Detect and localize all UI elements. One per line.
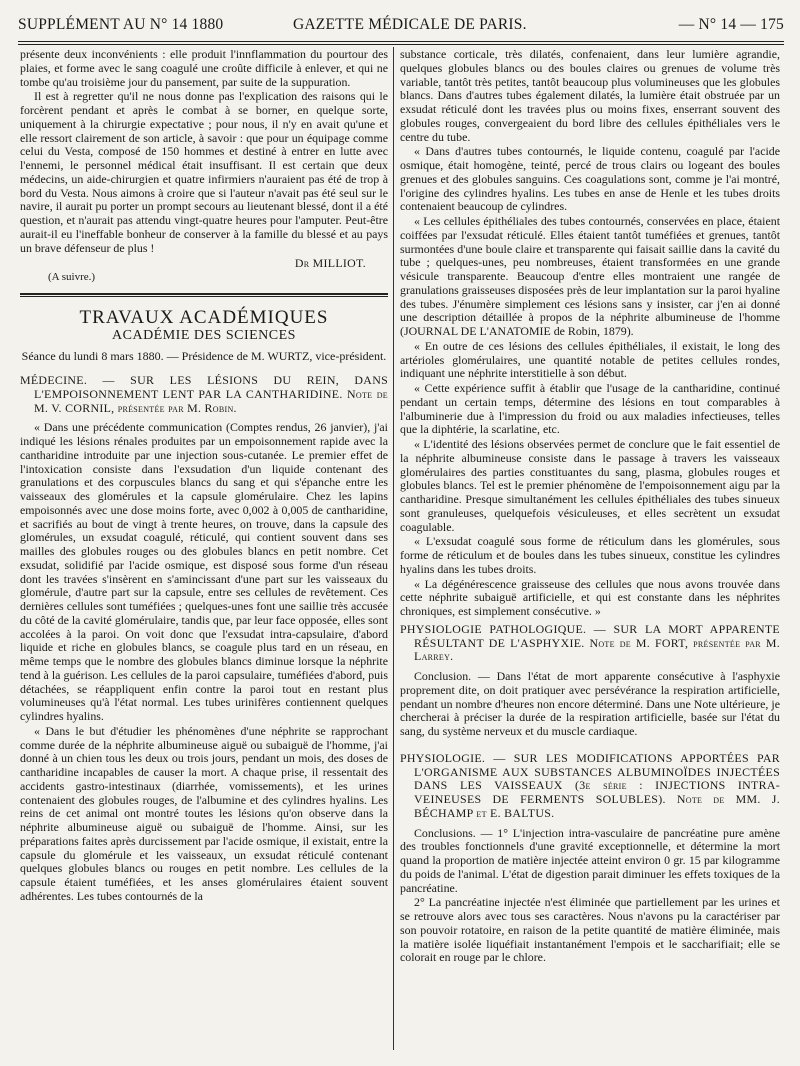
session-line: Séance du lundi 8 mars 1880. — Présidence de M. WURTZ, vice-président.: [21, 349, 387, 364]
section-title: TRAVAUX ACADÉMIQUES: [79, 306, 329, 328]
paragraph: Conclusion. — Dans l'état de mort apparente consécutive à l'asphyxie proprement dite, on doit pratiquer avec persévérance la respiration artificielle, pendant un nombre d'heures non encore déterminé. Dans une Note ultérieure, je chercherai à préciser la durée de la respiration artificielle, basée sur l'état du sang, du système nerveux et du muscle cardiaque.: [400, 669, 780, 738]
header-journal-title: GAZETTE MÉDICALE DE PARIS.: [293, 16, 527, 33]
paragraph: 2° La pancréatine injectée n'est éliminée que partiellement par les urines et se retrouve alors avec tous ses caractères. Nous n'avons pu la caractériser par son pouvoir rotatoire, en raison de la petite quantité de matière éliminée, mais la matière isolée liquéfiait instantanément l'empois et le saccharifiait; elle se colorait en rouge par le chlore.: [400, 895, 780, 965]
to-follow-note: (A suivre.): [48, 271, 96, 283]
article-rubric: MÉDECINE. — SUR LES LÉSIONS DU REIN, DANS L'EMPOISONNEMENT LENT PAR LA CANTHARIDINE. Note de M. V. CORNIL, présentée par M. Robin.: [20, 373, 388, 415]
column-divider: [393, 47, 394, 1050]
paragraph: présente deux inconvénients : elle produit l'innflammation du pourtour des plaies, et forme avec le sang coagulé une croûte difficile à enlever, et qui ne tombe qu'au troisième jour du pansement, par suite de la suppuration.: [20, 48, 388, 89]
header-page-number: — N° 14 — 175: [678, 16, 784, 33]
page-header: [18, 16, 784, 36]
right-column: [400, 48, 780, 1050]
paragraph: « Dans une précédente communication (Comptes rendus, 26 janvier), j'ai indiqué les lésions rénales produites par un empoisonnement rapide avec la cantharidine introduite par une injection sous-cutanée. Le premier effet de l'intoxication consiste dans l'exsudation d'un liquide contenant des granulations et des corpuscules blancs du sang et qui s'épanche entre les vaisseaux des glomérules et la capsule glomérulaire. Chez les lapins empoisonnés avec une dose moins forte, avec 0,002 à 0,005 de cantharidine, et sacrifiés au bout de vingt à trente heures, on trouve, dans la capsule des glomérules, un exsudat coagulé, réticulé, qui contient souvent dans ses mailles des globules rouges ou des globules blancs en petit nombre. Cet exsudat, solidifié par l'acide osmique, est disposé sous forme d'un réseau dont les travées s'insèrent en s'amincissant d'une part sur les vaisseaux du glomérule, d'autre part sur la capsule, entre ses cellules de revêtement. Ces dernières cellules sont tuméfiées ; quelques-unes font une saillie très accusée du côté de la cavité glomérulaire, tandis que, par leur face opposée, elles sont accolées à la paroi. On voit donc que l'exsudat intra-capsulaire, d'abord liquide et riche en globules blancs, se coagule plus tard en un réseau, en même temps que le nombre des globules blancs diminue lorsque la néphrite tend à la guérison. Les cellules de la paroi capsulaire, tuméfiées d'abord, puis détachées, se réappliquent enfin contre la paroi tout en restant plus volumineuses qu'à l'état normal. Les tubes urinifères contiennent quelques cylindres hyalins.: [20, 420, 388, 723]
article-rubric: PHYSIOLOGIE PATHOLOGIQUE. — SUR LA MORT APPARENTE RÉSULTANT DE L'ASPHYXIE. Note de M. FORT, présentée par M. Larrey.: [400, 621, 780, 664]
paragraph: « Cette expérience suffit à établir que l'usage de la cantharidine, continué pendant un certain temps, détermine des lésions en tout comparables à l'albuminerie due à l'impression du froid ou aux maladies infectieuses, telles que la diphtérie, la scarlatine, etc.: [400, 381, 780, 437]
paragraph: « Dans le but d'étudier les phénomènes d'une néphrite se rapprochant comme durée de la néphrite albumineuse aiguë ou subaiguë de l'homme, j'ai donné à un chien tous les deux ou trois jours, pendant un mois, des doses de cantharidine incapables de causer la mort. A chaque prise, il ressentait des accidents gastro-intestinaux (diarrhée, vomissements), et les urines contenaient des globules rouges, de l'albumine et des cylindres hyalins. Les reins de cet animal ont montré toutes les lésions qu'on observe dans la néphrite albumineuse aiguë ou subaiguë de l'homme. Ainsi, sur les préparations faites après durcissement par l'acide osmique, il existait, entre la capsule du glomérule et les vaisseaux, un exsudat réticulé contenant quelques globules blancs ou rouges en petit nombre. Les cellules de la capsule étaient tuméfiées, et les anses glomérulaires étaient souvent adhérentes. Les tubes contournés de la: [20, 723, 388, 903]
spacer: [400, 740, 780, 748]
section-rule: [20, 293, 388, 295]
paragraph: substance corticale, très dilatés, confenaient, dans leur lumière agrandie, quelques globules blancs ou des boules claires ou grenues de volume très variable, tantôt très petites, tantôt beaucoup plus volumineuses que les globules blancs. Dans d'autres tubes également dilatés, la lumière était obstruée par un exsudat réticulé dont les travées plus ou moins fixes, enserrant souvent des globules rouges, convergeaient du bord libre des cellules épithéliales vers le centre du tube.: [400, 48, 780, 144]
section-subtitle: ACADÉMIE DES SCIENCES: [112, 327, 296, 343]
section-rule-thin: [20, 296, 388, 297]
header-rule-thin: [18, 44, 784, 45]
paragraph: « En outre de ces lésions des cellules épithéliales, il existait, le long des artérioles glomérulaires, une quantité notable de petites cellules rondes, indiquant une néphrite interstitielle à son début.: [400, 338, 780, 381]
paragraph: « La dégénérescence graisseuse des cellules que nous avons trouvée dans cette néphrite subaiguë artificielle, et qui est constante dans les néphrites chroniques, est simplement consécutive. »: [400, 576, 780, 618]
header-supplement: SUPPLÉMENT AU N° 14 1880: [18, 16, 224, 33]
left-column: [20, 48, 388, 1050]
paragraph: « Dans d'autres tubes contournés, le liquide contenu, coagulé par l'acide osmique, était homogène, teinté, percé de trous clairs ou logeant des boules grenues et des globules sanguins. Ces coagulations sont, comme je l'ai montré, l'origine des cylindres hyalins. Les tubes en anse de Henle et les tubes droits contenaient beaucoup de cylindres.: [400, 144, 780, 214]
header-rule: [18, 41, 784, 42]
paragraph: « Les cellules épithéliales des tubes contournés, conservées en place, étaient coiffées par l'exsudat réticulé. Elles étaient tantôt tuméfiées et grenues, tantôt surmontées d'une boule claire et transparente qui faisait saillie dans la cavité du tube ; quelques-unes, peu nombreuses, étaient transformées en une grande vésicule transparente. Beaucoup d'entre elles montraient une rangée de granulations graisseuses disposées près de leur implantation sur la paroi hyaline des tubes. J'énumère simplement ces lésions sans y insister, car j'en ai donné une description détaillée à propos de la néphrite albumineuse de l'homme (JOURNAL DE L'ANATOMIE de Robin, 1879).: [400, 214, 780, 338]
paragraph: Conclusions. — 1° L'injection intra-vasculaire de pancréatine pure amène des troubles fonctionnels d'une gravité exceptionnelle, et détermine la mort quand la proportion de matière injectée atteint environ 0 gr. 15 par kilogramme du poids de l'animal. L'état de digestion parait diminuer les effets toxiques de la pancréatine.: [400, 825, 780, 895]
article-rubric: PHYSIOLOGIE. — SUR LES MODIFICATIONS APPORTÉES PAR L'ORGANISME AUX SUBSTANCES ALBUMINOÏDES INJECTÉES DANS LES VAISSEAUX (3e série : INJECTIONS INTRA-VEINEUSES DE FERMENTS SOLUBLES). Note de MM. J. BÉCHAMP et E. BALTUS.: [400, 750, 780, 820]
paragraph: Il est à regretter qu'il ne nous donne pas l'explication des raisons qui le forcèrent pendant et après le combat à se borner, en quelque sorte, uniquement à la chirurgie expectative ; pour nous, il n'y en avait qu'une et elle ressort clairement de son article, à savoir : que pour un équipage comme celui du Vesta, composé de 150 hommes et destiné à entrer en lutte avec l'ennemi, le personnel médical était insuffisant. Il est certain que deux médecins, un aide-chirurgien et quatre infirmiers n'auraient pas été de trop à bord du Vesta. Nous aimons à croire que si l'auteur n'avait pas été seul sur le navire, il aurait pu porter un prompt secours au lieutenant blessé, dont il a été question, et n'aurait pas attendu vingt-quatre heures pour l'amputer. Peut-être aurait-il eu l'ineffable bonheur de conserver à la famille du blessé et au pays un brave défenseur de plus !: [20, 89, 388, 255]
author-signature: Dr MILLIOT.: [294, 256, 366, 271]
paragraph: « L'identité des lésions observées permet de conclure que le fait essentiel de la néphrite albumineuse consiste dans le passage à travers les vaisseaux glomérulaires des parties constituantes du sang, plasma, globules rouges et globules blancs. Tel est le premier phénomène de l'empoisonnement aigu par la cantharidine. Presque simultanément les cellules épithéliales des tubes sinueux sont granuleuses, quelquefois vésiculeuses, et elles secrètent un exsudat coagulable.: [400, 437, 780, 534]
paragraph: « L'exsudat coagulé sous forme de réticulum dans les glomérules, sous forme de réticulum et de boules dans les tubes sinueux, constitue les cylindres hyalins dans les tubes droits.: [400, 534, 780, 576]
